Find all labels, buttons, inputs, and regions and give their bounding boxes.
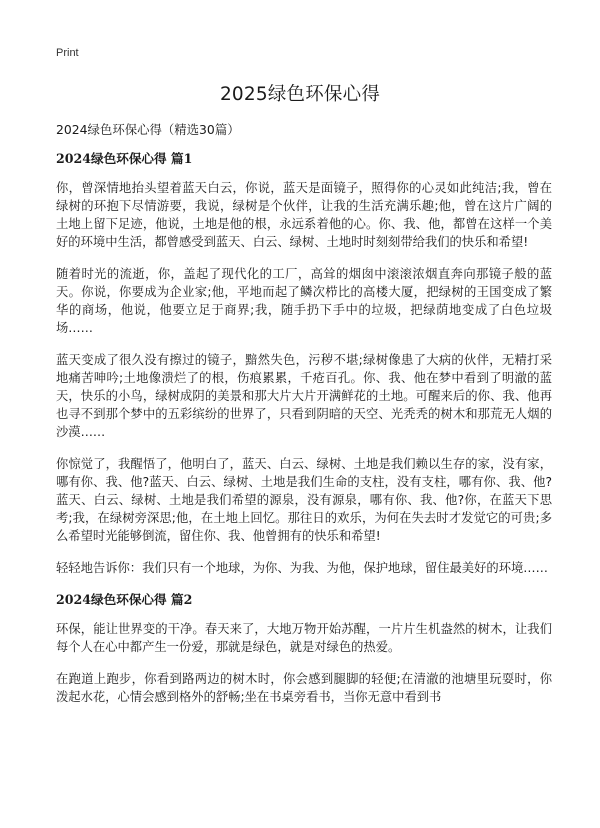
paragraph: 你惊觉了，我醒悟了，他明白了，蓝天、白云、绿树、土地是我们赖以生存的家，没有家，哪有你、我、他?蓝天、白云、绿树、土地是我们生命的支柱，没有支柱，哪有你、我、他?蓝天、白云、绿树、土地是我们希望的源泉，没有源泉，哪有你、我、他?你，在蓝天下思考;我，在绿树旁深思;他，在土地上回忆。那往日的欢乐，为何在失去时才发觉它的可贵;多么希望时光能够倒流，留住你、我、他曾拥有的快乐和希望!: [56, 457, 552, 543]
article-body: [56, 150, 552, 720]
page-title: 2025绿色环保心得: [219, 84, 381, 105]
paragraph: 环保，能让世界变的干净。春天来了，大地万物开始苏醒，一片片生机盎然的树木，让我们每个人在心中都产生一份爱，那就是绿色，就是对绿色的热爱。: [56, 622, 552, 654]
print-link[interactable]: Print: [56, 47, 79, 59]
section-heading: 2024绿色环保心得 篇2: [56, 592, 193, 607]
paragraph: 蓝天变成了很久没有擦过的镜子，黯然失色，污秽不堪;绿树像患了大病的伙伴，无精打采地痛苦呻吟;土地像溃烂了的根，伤痕累累，千疮百孔。你、我、他在梦中看到了明澈的蓝天，快乐的小鸟，绿树成阴的美景和那大片大片开满鲜花的土地。可醒来后的你、我、他再也寻不到那个梦中的五彩缤纷的世界了，只看到阴暗的天空、光秃秃的树木和那荒无人烟的沙漠……: [56, 353, 552, 439]
paragraph: 你，曾深情地抬头望着蓝天白云，你说，蓝天是面镜子，照得你的心灵如此纯洁;我，曾在绿树的环抱下尽情游要，我说，绿树是个伙伴，让我的生活充满乐趣;他，曾在这片广阔的土地上留下足迹，他说，土地是他的根，永远系着他的心。你、我、他，都曾在这样一个美好的环境中生活，都曾感受到蓝天、白云、绿树、土地时时刻刻带给我们的快乐和希望!: [56, 181, 552, 249]
article-section: [56, 591, 552, 706]
paragraph: 轻轻地告诉你：我们只有一个地球，为你、为我、为他，保护地球，留住最美好的环境……: [56, 561, 548, 575]
section-heading: 2024绿色环保心得 篇1: [56, 151, 193, 166]
paragraph: 随着时光的流逝，你，盖起了现代化的工厂，高耸的烟囱中滚滚浓烟直奔向那镜子般的蓝天。你说，你要成为企业家;他，平地而起了鳞次栉比的高楼大厦，把绿树的王国变成了繁华的商场，他说，他要立足于商界;我，随手扔下手中的垃圾，把绿荫地变成了白色垃圾场……: [56, 267, 552, 335]
article-section: [56, 150, 552, 577]
document-subtitle: 2024绿色环保心得（精选30篇）: [56, 122, 240, 137]
paragraph: 在跑道上跑步，你看到路两边的树木时，你会感到腿脚的轻便;在清澈的池塘里玩耍时，你泼起水花，心情会感到格外的舒畅;坐在书桌旁看书，当你无意中看到书: [56, 672, 552, 704]
